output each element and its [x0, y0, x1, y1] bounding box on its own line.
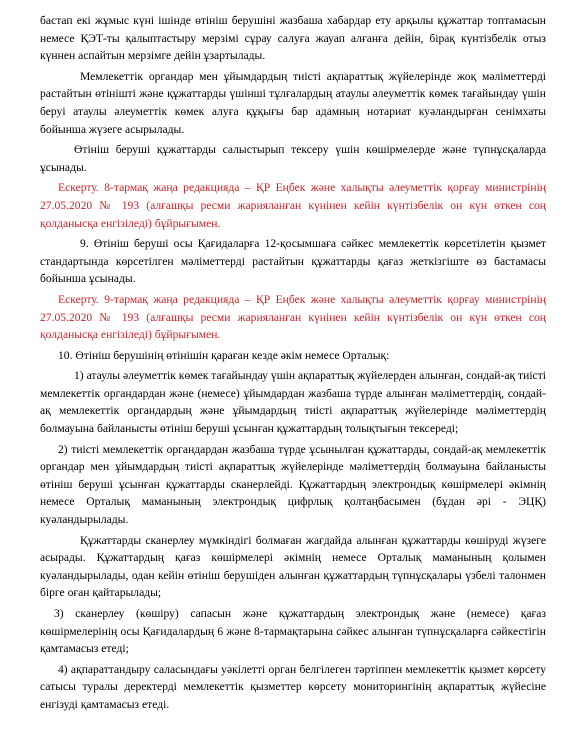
list-item-10-2: 2) тиісті мемлекеттік органдардан жазбаша түрде ұсынылған құжаттарды, сондай-ақ мемлекеттік органдар мен ұйымдардың тиісті ақпараттық жүйелерінде мәліметтердің болмауына байланысты өтініш беруші ұсынған құжаттарды сканерлейді. Құжаттардың электрондық көшірмелері әкімнің немесе Орталық маманының электрондық цифрлық қолтаңбасымен (бұдан әрі - ЭЦҚ) куәландырылады.: [40, 442, 546, 527]
editorial-note-item-8: Ескерту. 8-тармақ жаңа редакцияда – ҚР Еңбек және халықты әлеуметтік қорғау министрінің 27.05.2020 № 193 (алғашқы ресми жарияланған күнінен кейін күнтізбелік он күн өткен соң қолданысқа енгізіледі) бұйрығымен.: [40, 181, 546, 230]
list-item-10-1: 1) атаулы әлеуметтік көмек тағайындау үшін ақпараттық жүйелерден алынған, сондай-ақ тиісті мемлекеттік органдардан және (немесе) ұйымдардан жазбаша түрде алынған мәліметтердің, сондай-ақ мемлекеттік органдардың және ұйымдардың тиісті ақпараттық жүйелерінде мәліметтердің болмауына байланысты өтініш беруші ұсынған құжаттардың толықтығын тексереді;: [40, 369, 546, 436]
paragraph-item-10: 10. Өтініш берушінің өтінішін қараған кезде әкім немесе Орталық:: [58, 348, 390, 362]
paragraph-originals-copies: Өтініш беруші құжаттарды салыстырып тексеру үшін көшірмелерде және түпнұсқаларда ұсынады.: [40, 143, 546, 174]
paragraph-power-of-attorney: Мемлекеттік органдар мен ұйымдардың тиісті ақпараттық жүйелерінде жоқ мәліметтерді растайтын өтінішті және құжаттарды үшінші тұлғалардың атаулы әлеуметтік көмек тағайындау үшін беруі атаулы әлеуметтік көмек алуға құқығы бар адамның нотариат куәландырған сенімхаты бойынша жүзеге асырылады.: [40, 69, 546, 136]
list-item-10-4: 4) ақпараттандыру саласындағы уәкілетті орган белгілеген тәртіппен мемлекеттік қызмет көрсету сатысы туралы деректерді мемлекеттік қызметтер көрсету мониторингінің ақпараттық жүйесіне енгізуді қамтамасыз етеді.: [40, 662, 546, 711]
list-item-10-3: 3) сканерлеу (көшіру) сапасын және құжаттардың электрондық және (немесе) қағаз көшірмелерінің осы Қағидалардың 6 және 8-тармақтарына сәйкес алынған түпнұсқаларға сәйкестігін қамтамасыз етеді;: [40, 607, 546, 656]
paragraph-item-9: 9. Өтініш беруші осы Қағидаларға 12-қосымшаға сәйкес мемлекеттік көрсетілетін қызмет стандартында көрсетілген мәліметтерді растайтын құжаттарды қағаз жеткізгіште өз бастамасы бойынша ұсынады.: [40, 237, 546, 286]
paragraph-copy-certification: Құжаттарды сканерлеу мүмкіндігі болмаған жағдайда алынған құжаттарды көшіруді жүзеге асырады. Құжаттардың қағаз көшірмелері әкімнің немесе Орталық маманының қолымен куәландырылады, одан кейін өтініш берушіден алынған құжаттардың түпнұсқалары үзбелі талонмен бірге оған қайтарылады;: [40, 533, 546, 600]
editorial-note-item-9: Ескерту. 9-тармақ жаңа редакцияда – ҚР Еңбек және халықты әлеуметтік қорғау министрінің 27.05.2020 № 193 (алғашқы ресми жарияланған күнінен кейін күнтізбелік он күн өткен соң қолданысқа енгізіледі) бұйрығымен.: [40, 292, 546, 342]
paragraph-deadline-extension: бастап екі жұмыс күні ішінде өтініш берушіні жазбаша хабардар ету арқылы құжаттар топтамасын немесе ҚЭТ-ты қалыптастыру мерзімі сұрау салуға жауап алғанға дейін, бірақ күнтізбелік отыз күннен аспайтын мерзімге дейін ұзартылады.: [40, 14, 546, 63]
